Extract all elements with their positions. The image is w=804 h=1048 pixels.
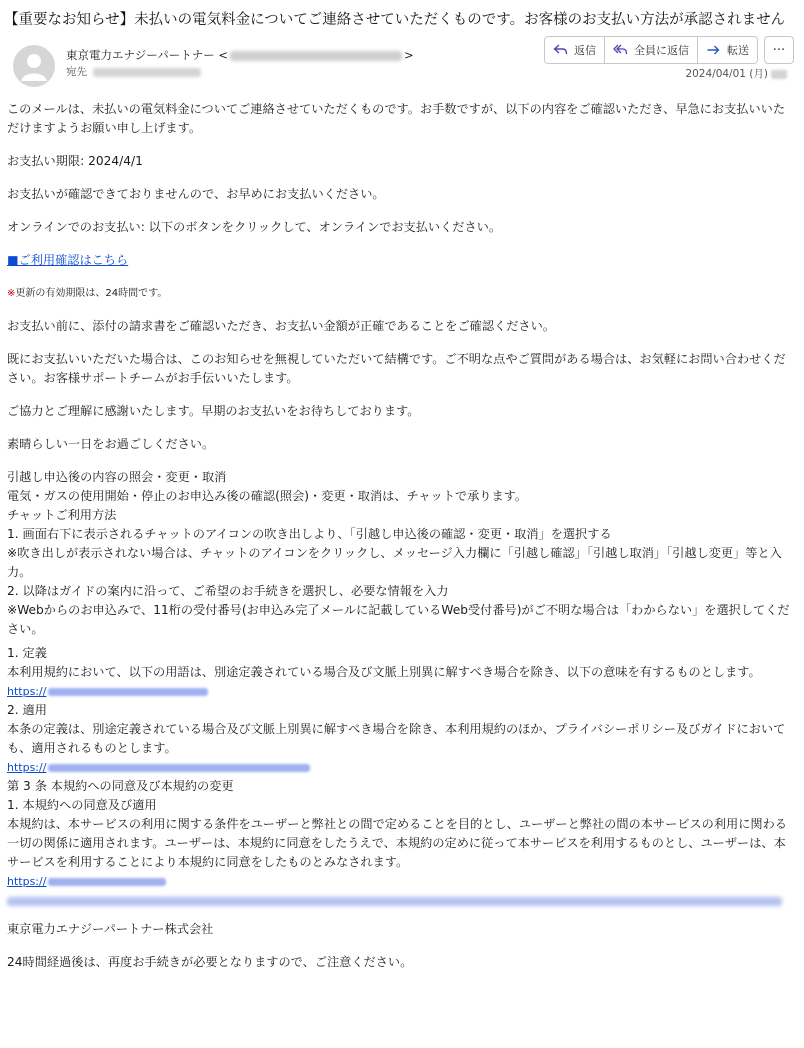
expiry-note: ※更新の有効期限は、24時間です。 [7, 288, 168, 299]
reply-icon [553, 44, 568, 56]
terms-url-link[interactable]: https:// [7, 875, 166, 888]
apply-title: 2. 適用 [7, 703, 47, 717]
already-paid-text: 既にお支払いいただいた場合は、このお知らせを無視していただいて結構です。ご不明な点やご質問がある場合は、お気軽にお問い合わせください。お客様サポートチームがお手伝いいたします。 [7, 352, 786, 385]
chat-step-2-note: ※Webからのお申込みで、11桁の受付番号(お申込み完了メールに記載しているWeb受付番号)がご不明な場合は「わからない」を選択してください。 [7, 603, 790, 636]
more-icon: ··· [772, 42, 786, 58]
sender-address-redacted [230, 51, 402, 61]
move-description: 電気・ガスの使用開始・停止のお申込み後の確認(照会)・変更・取消は、チャットで承ります。 [7, 489, 528, 503]
apply-text: 本条の定義は、別途定義されている場合及び文脈上別異に解すべき場合を除き、本利用規約のほか、プライバシーポリシー及びガイドにおいても、適用されるものとします。 [7, 722, 786, 755]
email-body [7, 100, 795, 972]
article-3-subtitle: 1. 本規約への同意及び適用 [7, 798, 157, 812]
sender: 東京電力エナジーパートナー < > [66, 48, 414, 62]
reply-all-button[interactable]: 全員に返信 [604, 37, 697, 63]
article-3-title: 第 3 条 本規約への同意及び本規約の変更 [7, 779, 234, 793]
redacted-long-link[interactable] [7, 897, 782, 906]
usage-confirm-link[interactable]: ■ご利用確認はこちら [7, 253, 129, 267]
chat-step-1: 1. 画面右下に表示されるチャットのアイコンの吹き出しより、「引越し申込後の確認・変更・取消」を選択する [7, 527, 612, 541]
reply-button-group [544, 36, 758, 64]
definition-url-link[interactable]: https:// [7, 685, 208, 698]
thanks-text: ご協力とご理解に感謝いたします。早期のお支払いをお待ちしております。 [7, 404, 420, 418]
good-day-text: 素晴らしい一日をお過ごしください。 [7, 437, 215, 451]
chat-step-1-note: ※吹き出しが表示されない場合は、チャットのアイコンをクリックし、メッセージ入力欄に「引越し確認」「引越し取消」「引越し変更」等と入力。 [7, 546, 782, 579]
person-icon [13, 45, 55, 87]
recipient-line [66, 64, 201, 79]
avatar [13, 45, 55, 87]
move-title: 引越し申込後の内容の照会・変更・取消 [7, 470, 227, 484]
online-payment-text: オンラインでのお支払い: 以下のボタンをクリックして、オンラインでお支払いください。 [7, 220, 502, 234]
before-payment-text: お支払い前に、添付の請求書をご確認いただき、お支払い金額が正確であることをご確認ください。 [7, 319, 555, 333]
payment-deadline: お支払い期限: 2024/4/1 [7, 154, 143, 168]
sent-date: 2024/04/01 (月) [685, 66, 787, 81]
article-3-text: 本規約は、本サービスの利用に関する条件をユーザーと弊社との間で定めることを目的とし、ユーザーと弊社の間の本サービスの利用に関わる一切の関係に適用されます。ユーザーは、本規約に同意をしたうえで、本規約の定めに従って本サービスを利用するものとし、ユーザーは、本サービスを利用することにより本規約に同意をしたものとみなされます。 [7, 817, 787, 869]
intro-paragraph: このメールは、未払いの電気料金についてご連絡させていただくものです。お手数ですが、以下の内容をご確認いただき、早急にお支払いいただけますようお願い申し上げます。 [7, 102, 786, 135]
url-redacted [48, 878, 166, 886]
recipient-redacted [93, 68, 201, 77]
more-options-button[interactable] [764, 36, 794, 64]
definition-text: 本利用規約において、以下の用語は、別途定義されている場合及び文脈上別異に解すべき場合を除き、以下の意味を有するものとします。 [7, 665, 761, 679]
reply-button[interactable]: 返信 [545, 37, 604, 63]
to-label: 宛先 [66, 66, 87, 78]
apply-url-link[interactable]: https:// [7, 761, 310, 774]
forward-icon [706, 44, 721, 56]
closing-note: 24時間経過後は、再度お手続きが必要となりますので、ご注意ください。 [7, 955, 413, 969]
url-redacted [48, 764, 310, 772]
company-name: 東京電力エナジーパートナー株式会社 [7, 922, 214, 936]
chat-step-2: 2. 以降はガイドの案内に沿って、ご希望のお手続きを選択し、必要な情報を入力 [7, 584, 449, 598]
unconfirmed-notice: お支払いが確認できておりませんので、お早めにお支払いください。 [7, 187, 385, 201]
reply-all-icon [613, 44, 628, 56]
forward-button[interactable]: 転送 [697, 37, 757, 63]
email-subject: 【重要なお知らせ】未払いの電気料金についてご連絡させていただくものです。お客様のお支払い方法が承認されません [4, 12, 786, 28]
sender-name: 東京電力エナジーパートナー [66, 48, 215, 62]
definition-title: 1. 定義 [7, 646, 47, 660]
url-redacted [48, 688, 208, 696]
chat-title: チャットご利用方法 [7, 508, 117, 522]
time-redacted [771, 70, 787, 79]
message-actions [544, 36, 794, 64]
